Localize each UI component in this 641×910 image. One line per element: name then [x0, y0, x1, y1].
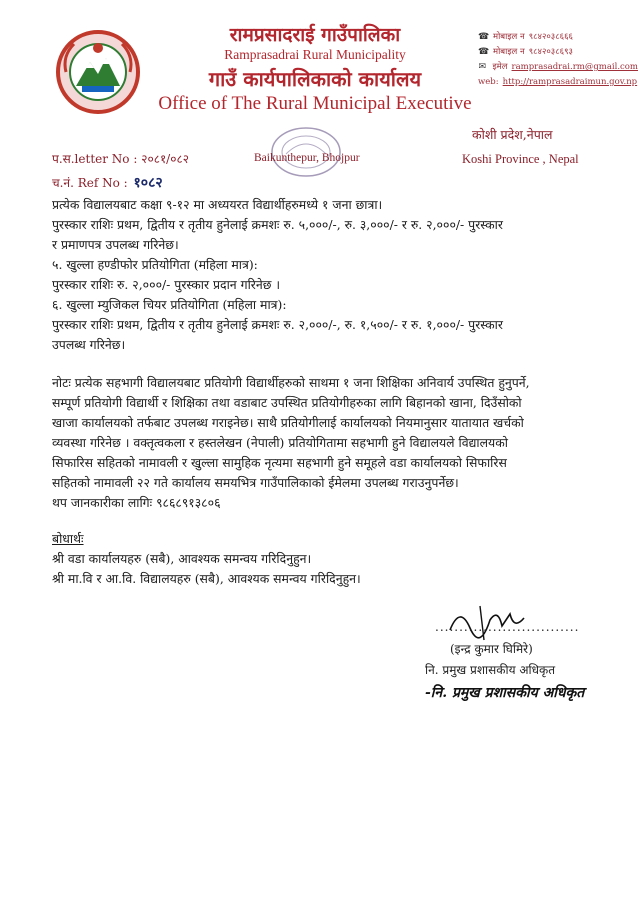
- bodharth-item: श्री वडा कार्यालयहरु (सबै), आवश्यक समन्वय गरिदिनुहुन।: [52, 551, 312, 566]
- office-location: Baikunthepur, Bhojpur: [254, 152, 360, 164]
- signatory-stamp: -नि. प्रमुख प्रशासकीय अधिकृत: [425, 685, 585, 701]
- email-icon: ✉: [478, 62, 487, 72]
- municipality-emblem: [52, 26, 144, 118]
- signatory-title: नि. प्रमुख प्रशासकीय अधिकृत: [425, 663, 556, 677]
- body-paragraph: पुरस्कार राशिः प्रथम, द्वितीय र तृतीय हुनेलाई क्रमशः रु. ५,०००/-, रु. ३,०००/- र रु. २,०००/- पुरस्कार: [52, 217, 503, 232]
- contact-row: [478, 60, 638, 75]
- ref-number: [52, 173, 163, 192]
- contact-label: इमेल: [492, 62, 508, 72]
- contact-block: [478, 30, 638, 90]
- office-name-en: Office of The Rural Municipal Executive: [158, 93, 472, 114]
- note-line: खाजा कार्यालयको तर्फबाट उपलब्ध गराइनेछ। साथै प्रतियोगीलाई कार्यालयको नियमानुसार यातायात खर्चको: [52, 415, 524, 430]
- contact-value: ९८४२०३८६६६: [528, 32, 573, 42]
- body-paragraph: पुरस्कार राशिः रु. २,०००/- पुरस्कार प्रदान गरिनेछ ।: [52, 277, 281, 292]
- contact-row: [478, 30, 638, 45]
- section-heading: ५. खुल्ला हण्डीफोर प्रतियोगिता (महिला मात्र):: [52, 257, 258, 272]
- note-line: व्यवस्था गरिनेछ । वक्तृत्वकला र हस्तलेखन (नेपाली) प्रतियोगितामा सहभागी हुने विद्यालयले विद्यालयको: [52, 435, 508, 450]
- website-link[interactable]: http://ramprasadraimun.gov.np: [502, 77, 638, 87]
- body-paragraph: प्रत्येक विद्यालयबाट कक्षा ९-१२ मा अध्ययरत विद्यार्थीहरुमध्ये १ जना छात्रा।: [52, 197, 383, 212]
- body-paragraph: र प्रमाणपत्र उपलब्ध गरिनेछ।: [52, 237, 179, 252]
- letter-number-label: प.स.letter No :: [52, 152, 138, 166]
- letterhead-title-block: [150, 24, 480, 116]
- contact-value: ९८४२०३८६९३: [528, 47, 573, 57]
- letter-number-value: २०८१/०८२: [141, 152, 189, 166]
- bodharth-item: श्री मा.वि र आ.वि. विद्यालयहरु (सबै), आवश्यक समन्वय गरिदिनुहुन।: [52, 571, 361, 586]
- municipality-name-ne: रामप्रसादराई गाउँपालिका: [229, 24, 401, 46]
- ref-number-label: च.नं. Ref No :: [52, 176, 128, 190]
- office-name-ne: गाउँ कार्यपालिकाको कार्यालय: [208, 67, 422, 91]
- ref-number-value: १०८२: [133, 175, 163, 191]
- note-line: सम्पूर्ण प्रतियोगी विद्यार्थी र शिक्षिका तथा वडाबाट उपस्थित प्रतियोगीहरुका लागि बिहानको खाना, दिउँसोको: [52, 395, 522, 410]
- signatory-name: (इन्द्र कुमार घिमिरे): [450, 642, 533, 656]
- contact-line: थप जानकारीका लागिः ९८६८९१३८०६: [52, 495, 221, 510]
- contact-label: मोबाइल न: [493, 32, 525, 42]
- body-paragraph: उपलब्ध गरिनेछ।: [52, 337, 126, 352]
- contact-row: [478, 45, 638, 60]
- note-line: सहितको नामावली २२ गते कार्यालय समयभित्र गाउँपालिकाको ईमेलमा उपलब्ध गराउनुपर्नेछ।: [52, 475, 459, 490]
- contact-label: मोबाइल न: [493, 47, 525, 57]
- body-paragraph: पुरस्कार राशिः प्रथम, द्वितीय र तृतीय हुनेलाई क्रमशः रु. २,०००/-, रु. १,५००/- र रु. १,०००/- पुरस्कार: [52, 317, 503, 332]
- contact-label: web:: [478, 77, 499, 87]
- contact-row: [478, 75, 638, 90]
- province-en: Koshi Province , Nepal: [462, 152, 579, 166]
- phone-icon: ☎: [478, 32, 490, 42]
- signature-line: ..............................: [435, 620, 580, 634]
- phone-icon: ☎: [478, 47, 490, 57]
- email-link[interactable]: ramprasadrai.rm@gmail.com: [511, 62, 638, 72]
- municipality-name-en: Ramprasadrai Rural Municipality: [224, 47, 406, 62]
- letter-number: [52, 150, 189, 167]
- province-ne: कोशी प्रदेश,नेपाल: [472, 127, 553, 142]
- letter-body: [52, 195, 600, 589]
- section-heading: ६. खुल्ला म्युजिकल चियर प्रतियोगिता (महिला मात्र):: [52, 297, 287, 312]
- note-line: नोटः प्रत्येक सहभागी विद्यालयबाट प्रतियोगी विद्यार्थीहरुको साथमा १ जना शिक्षिका अनिवार्य उपस्थित हुनुपर्ने,: [52, 375, 530, 390]
- bodharth-heading: बोधार्थः: [52, 531, 84, 546]
- note-line: सिफारिस सहितको नामावली र खुल्ला सामुहिक नृत्यमा सहभागी हुने समूहले वडा कार्यालयको सिफारिस: [52, 455, 507, 470]
